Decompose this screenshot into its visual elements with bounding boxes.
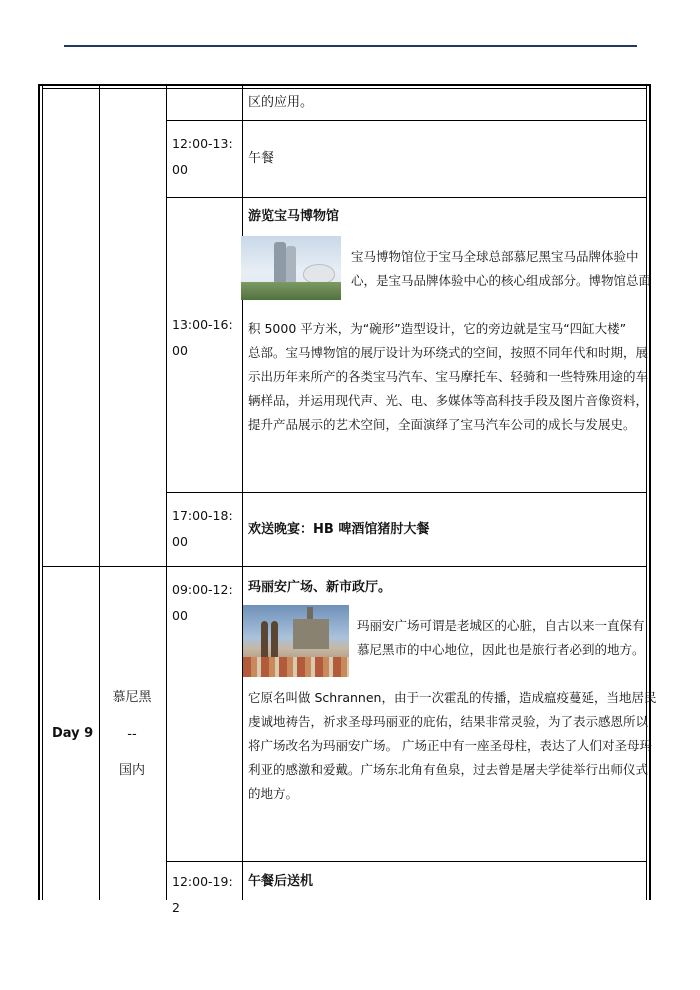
row-title: 欢送晚宴：HB 啤酒馆猪肘大餐 — [248, 522, 430, 537]
route-separator: -- — [127, 727, 137, 742]
row-title: 游览宝马博物馆 — [248, 209, 340, 224]
table-border-inner-left — [42, 84, 43, 900]
description-paragraph — [248, 686, 656, 806]
row-time: 12:00-13:00 — [172, 136, 233, 177]
row-title: 午餐 — [248, 151, 275, 166]
row-title: 午餐后送机 — [248, 874, 314, 889]
paragraph-line: 积 5000 平方米，为“碗形”造型设计，它的旁边就是宝马“四缸大楼” — [248, 321, 627, 336]
route-from: 慕尼黑 — [112, 690, 152, 705]
row-content: 区的应用。 — [248, 95, 314, 110]
paragraph-line: 慕尼黑市的中心地位，因此也是旅行者必到的地方。 — [357, 642, 645, 657]
table-border-inner-top — [42, 88, 647, 89]
marienplatz-photo — [243, 605, 349, 677]
paragraph-line: 提升产品展示的艺术空间，全面演绎了宝马汽车公司的成长与发展史。 — [248, 417, 636, 432]
paragraph-line: 它原名叫做 Schrannen，由于一次霍乱的传播，造成瘟疫蔓延，当地居民 — [248, 690, 657, 705]
paragraph-line: 虔诚地祷告，祈求圣母玛丽亚的庇佑，结果非常灵验，为了表示感恩所以 — [248, 714, 649, 729]
row-separator — [166, 120, 647, 121]
paragraph-line: 利亚的感激和爱戴。广场东北角有鱼泉，过去曾是屠夫学徒举行出师仪式 — [248, 762, 649, 777]
row-separator — [166, 492, 647, 493]
row-time: 13:00-16:00 — [172, 317, 233, 358]
paragraph-line: 将广场改名为玛丽安广场。 广场正中有一座圣母柱，表达了人们对圣母玛 — [248, 738, 652, 753]
column-divider-day — [99, 84, 100, 900]
bmw-museum-photo — [241, 236, 341, 300]
paragraph-line: 的地方。 — [248, 786, 299, 801]
header-rule — [64, 45, 637, 47]
paragraph-line: 玛丽安广场可谓是老城区的心脏，自古以来一直保有 — [357, 618, 645, 633]
row-time: 09:00-12:00 — [172, 582, 233, 623]
route-to: 国内 — [118, 763, 145, 778]
row-separator — [166, 197, 647, 198]
row-time: 17:00-18:00 — [172, 508, 233, 549]
day-separator — [42, 566, 647, 567]
paragraph-line: 心，是宝马品牌体验中心的核心组成部分。博物馆总面 — [351, 273, 652, 288]
day-label: Day 9 — [52, 726, 94, 741]
row-title: 玛丽安广场、新市政厅。 — [248, 580, 392, 595]
paragraph-line: 辆样品，并运用现代声、光、电、多媒体等高科技手段及图片音像资料， — [248, 393, 649, 408]
description-paragraph — [248, 317, 648, 437]
row-separator — [166, 861, 647, 862]
description-paragraph — [357, 614, 645, 662]
paragraph-line: 宝马博物馆位于宝马全球总部慕尼黑宝马品牌体验中 — [351, 249, 639, 264]
description-paragraph — [351, 245, 651, 293]
paragraph-line: 示出历年来所产的各类宝马汽车、宝马摩托车、轻骑和一些特殊用途的车 — [248, 369, 649, 384]
row-time: 12:00-19:2 — [172, 874, 233, 915]
paragraph-line: 总部。宝马博物馆的展厅设计为环绕式的空间，按照不同年代和时期，展 — [248, 345, 649, 360]
